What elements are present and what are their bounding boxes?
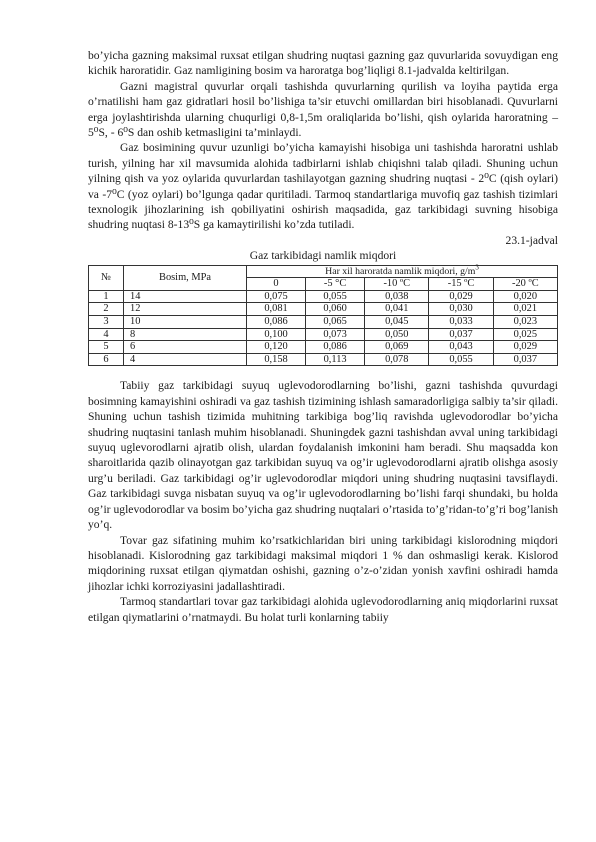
cell-value: 0,033: [429, 316, 493, 329]
cell-pressure: 14: [124, 290, 247, 303]
header-no: №: [89, 265, 124, 290]
table-row: [89, 316, 558, 329]
header-temperature-group-sup: 3: [475, 263, 479, 272]
table-row: [89, 328, 558, 341]
cell-value: 0,073: [306, 328, 365, 341]
cell-pressure: 6: [124, 341, 247, 354]
table-number: 23.1-jadval: [505, 233, 558, 247]
paragraph-5: Tovar gaz sifatining muhim ko’rsatkichlaridan biri uning tarkibidagi kislorodning miqdori hisoblanadi. Kislorodning gaz tarkibidagi maksimal miqdori 1 % dan oshmasligi kerak. Kislorod miqdorining ruxsat etilgan qiymatdan oshishi, gazning o’z-o’zidan yonish xavfini oshiradi hamda jihozlar ichki korroziyasini jadallashtiradi.: [88, 533, 558, 593]
cell-value: 0,078: [365, 353, 429, 366]
document-page: [88, 48, 558, 625]
cell-value: 0,081: [247, 303, 306, 316]
table-row: [89, 353, 558, 366]
header-temp-15: -15 ºC: [429, 278, 493, 291]
paragraph-6: Tarmoq standartlari tovar gaz tarkibidagi alohida uglevodorodlarning aniq miqdorlarini ruxsat etilgan qiymatlarini o’rnatmaydi. Bu holat turli konlarning tabiiy: [88, 595, 558, 624]
table-row: [89, 290, 558, 303]
cell-value: 0,037: [429, 328, 493, 341]
header-pressure: Bosim, MPa: [124, 265, 247, 290]
cell-pressure: 10: [124, 316, 247, 329]
cell-no: 1: [89, 290, 124, 303]
header-temp-20: -20 ºC: [493, 278, 557, 291]
table-row: [89, 341, 558, 354]
cell-value: 0,113: [306, 353, 365, 366]
cell-value: 0,065: [306, 316, 365, 329]
paragraph-3: Gaz bosimining quvur uzunligi bo’yicha kamayishi hisobiga uni tashishda haroratni ushlab turish, yilning har xil mavsumida alohida tadbirlarni ishlab chiqishni talab qiladi. Shuning uchun yilning qish va yoz oylarida quvurlardan tashilayotgan gazning shudring nuqtasi - 2⁰C (qish oylari) va -7⁰C (yoz oylari) bo’lgunga qadar quritiladi. Tarmoq standartlariga muvofiq gaz tashish tizimlari texnologik jihozlarining ish qobiliyatini oshirish maqsadida, gaz tarkibidagi suvning hisobiga shudring nuqtasi 8-13⁰S ga kamaytirilishi ko’zda tutiladi.: [88, 141, 558, 232]
cell-value: 0,050: [365, 328, 429, 341]
cell-pressure: 12: [124, 303, 247, 316]
cell-value: 0,043: [429, 341, 493, 354]
cell-value: 0,060: [306, 303, 365, 316]
cell-value: 0,029: [429, 290, 493, 303]
cell-no: 6: [89, 353, 124, 366]
header-temp-0: 0: [247, 278, 306, 291]
cell-value: 0,100: [247, 328, 306, 341]
cell-value: 0,055: [429, 353, 493, 366]
header-temp-10: -10 ºC: [365, 278, 429, 291]
cell-value: 0,037: [493, 353, 557, 366]
cell-value: 0,029: [493, 341, 557, 354]
cell-no: 5: [89, 341, 124, 354]
table-header-row: [89, 265, 558, 278]
header-temperature-group: [247, 265, 558, 278]
cell-value: 0,021: [493, 303, 557, 316]
cell-value: 0,030: [429, 303, 493, 316]
cell-value: 0,075: [247, 290, 306, 303]
header-temp-5: -5 °C: [306, 278, 365, 291]
cell-value: 0,020: [493, 290, 557, 303]
cell-value: 0,038: [365, 290, 429, 303]
header-temperature-group-text: Har xil haroratda namlik miqdori, g/m: [325, 265, 476, 277]
cell-value: 0,120: [247, 341, 306, 354]
cell-value: 0,025: [493, 328, 557, 341]
paragraph-4: Tabiiy gaz tarkibidagi suyuq uglevodorodlarning bo’lishi, gazni tashishda quvurdagi bosimning kamayishini oshiradi va gaz tashish tizimining ishlash samaradorligiga salbiy ta’sir qiladi. Shuning uchun tashish tizimida muhitning tarkibiga bog’liq ravishda uglevodorodlar bo’yicha shudring nuqtasini tanlash muhim hisoblanadi. Shuningdek gazni tashishdan avval uning tarkibidagi suyuq uglevorodlarni ajratib olish, ulardan foydalanish imkonini ham beradi. Shu maqsadda kon sharoitlarida qazib olinayotgan gaz tarkibidan suyuq va og’ir uglevodorodlarni ajratib olishga asosiy urg’u beriladi. Gaz tarkibidagi og’ir uglevodorodlar miqdori uning shudring nuqtasini tavsiflaydi. Gaz tarkibidagi suvga nisbatan suyuq va og’ir uglevodorodlarning bo’lishi farqi shundaki, bu holda og’ir uglevodorodlar va bosim bo’yicha gaz shudring nuqtalari o’rtasida to’g’ridan-to’g’ri bog’lanish yo’q.: [88, 379, 558, 532]
table-title: Gaz tarkibidagi namlik miqdori: [249, 249, 397, 263]
table-row: [89, 303, 558, 316]
cell-value: 0,055: [306, 290, 365, 303]
cell-value: 0,086: [247, 316, 306, 329]
cell-value: 0,158: [247, 353, 306, 366]
cell-pressure: 8: [124, 328, 247, 341]
cell-value: 0,045: [365, 316, 429, 329]
cell-no: 4: [89, 328, 124, 341]
cell-no: 2: [89, 303, 124, 316]
moisture-table: [88, 265, 558, 367]
cell-value: 0,023: [493, 316, 557, 329]
cell-value: 0,041: [365, 303, 429, 316]
cell-value: 0,086: [306, 341, 365, 354]
paragraph-2: Gazni magistral quvurlar orqali tashishda quvurlarning qurilish va loyiha paytida erga o’rnatilishi ham gaz gidratlari hosil bo’lishiga ta’sir etuvchi omillardan biri hisoblanadi. Quvurlarni erga joylashtirishda ularning chuqurligi 0,8-1,5m oraliqlarida bo’lishi, qish oylarida haroratning – 5⁰S, - 6⁰S dan oshib ketmasligini ta’minlaydi.: [88, 79, 558, 140]
cell-pressure: 4: [124, 353, 247, 366]
paragraph-1: bo’yicha gazning maksimal ruxsat etilgan shudring nuqtasi gazning gaz quvurlarida sovuydigan eng kichik haroratidir. Gaz namligining bosim va haroratga bog’liqligi 8.1-jadvalda keltirilgan.: [88, 49, 558, 78]
cell-value: 0,069: [365, 341, 429, 354]
cell-no: 3: [89, 316, 124, 329]
